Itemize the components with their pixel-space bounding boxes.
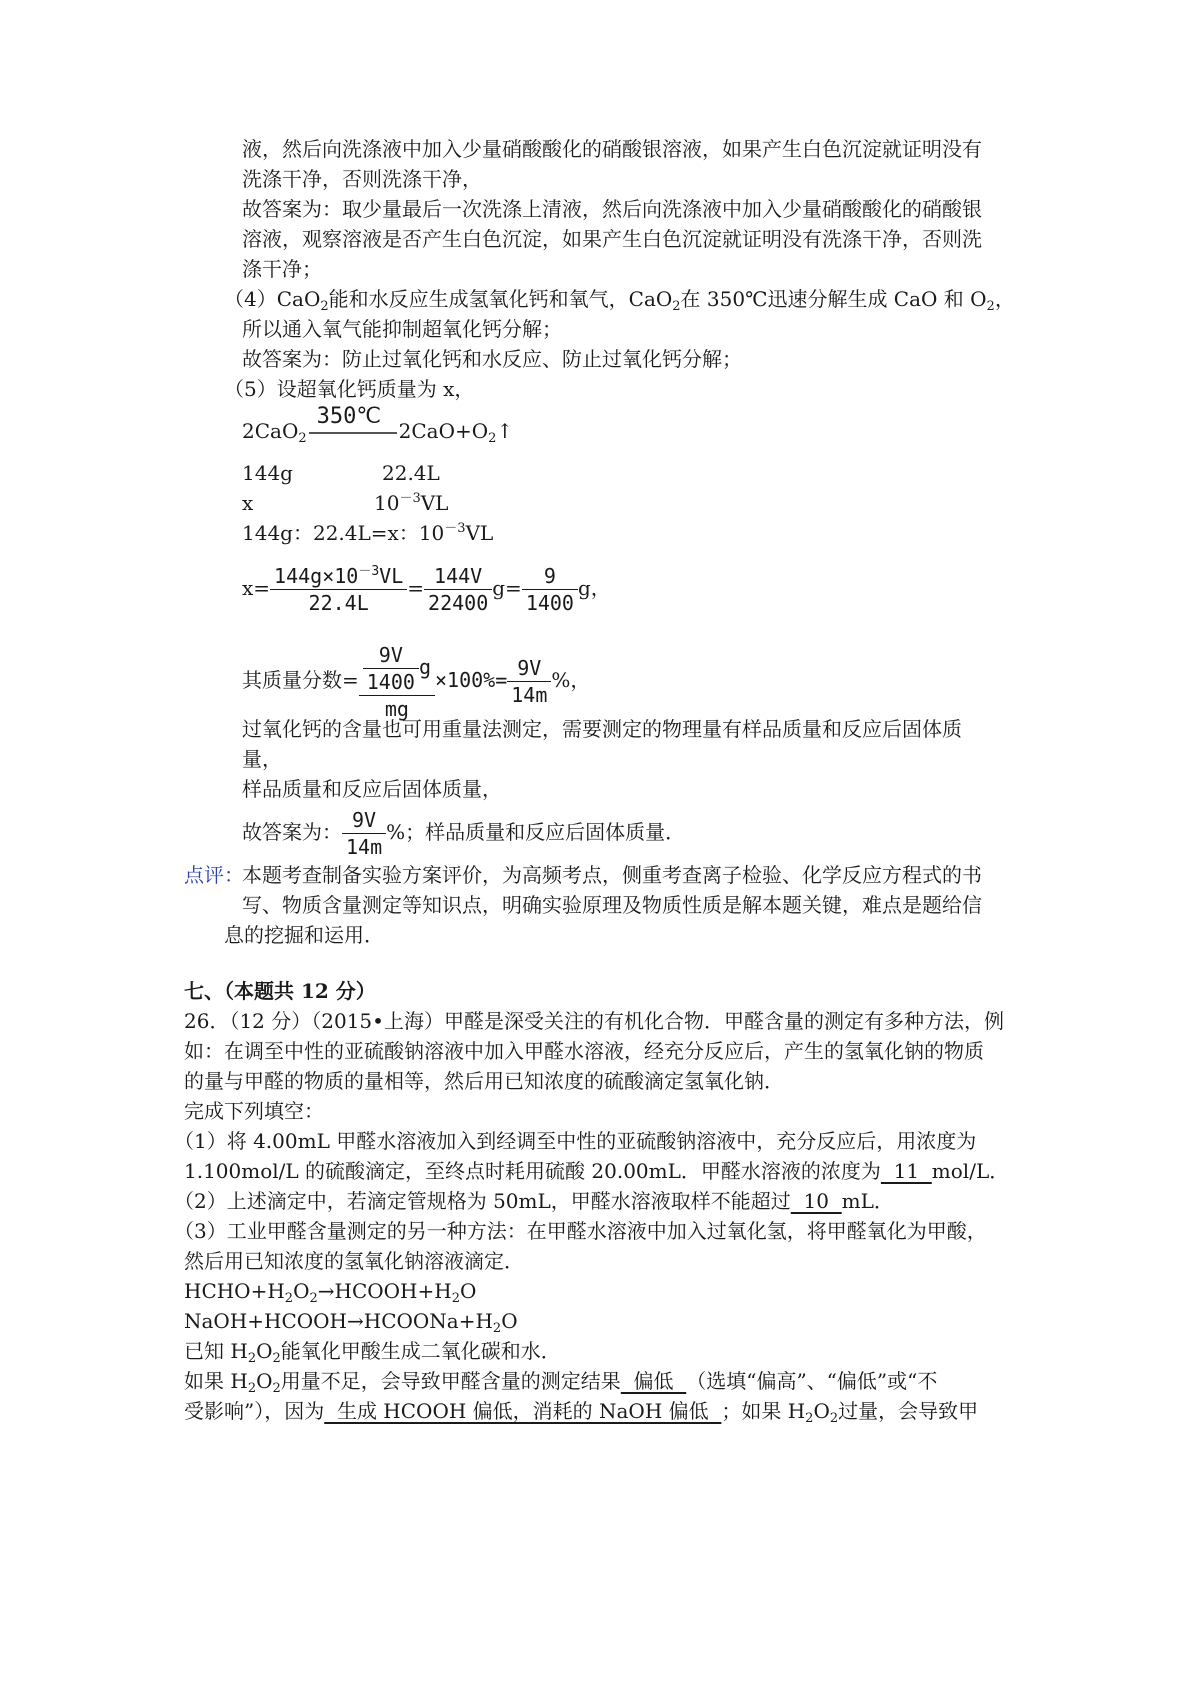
text-line: 故答案为：取少量最后一次洗涤上清液，然后向洗涤液中加入少量硝酸酸化的硝酸银 [242, 197, 982, 221]
answer-blank: 11 [880, 1159, 932, 1183]
mass-fraction: 其质量分数= $\frac{9V}{1400}$ g mg ×100%= $\frac{9V}{14m}$ %， [242, 642, 591, 721]
question-text: 26．（12 分）（2015•上海）甲醛是深受关注的有机化合物．甲醛含量的测定有多种方法，例 [184, 1009, 1004, 1033]
text-line: 过氧化钙的含量也可用重量法测定，需要测定的物理量有样品质量和反应后固体质 [242, 717, 962, 741]
text-line: 液，然后向洗涤液中加入少量硝酸酸化的硝酸银溶液，如果产生白色沉淀就证明没有 [242, 137, 982, 161]
fraction-3: $\frac{9}{1400}$ [522, 563, 578, 616]
text-line: 涤干净； [242, 257, 322, 281]
fraction-5: $\frac{9V}{14m}$ [507, 655, 551, 708]
known-fact: 已知 $H_2O_2$能氧化甲酸生成二氧化碳和水． [184, 1339, 561, 1366]
fraction-2: $\frac{144V}{22400}$ [424, 563, 492, 616]
text-line: 所以通入氧气能抑制超氧化钙分解； [242, 317, 562, 341]
ratio-row-1-value: 22.4L [382, 461, 440, 485]
review-text: 写、物质含量测定等知识点，明确实验原理及物质性质是解本题关键，难点是题给信 [242, 893, 982, 917]
final-answer: 故答案为： $\frac{9V}{14m}$ %；样品质量和反应后固体质量． [242, 808, 686, 859]
part-4-line: （4）CaO$_2$能和水反应生成氢氧化钙和氧气，CaO$_2$在 350℃迅速分解生成 CaO 和 $O_2$， [224, 287, 1015, 314]
question-line: 受影响”），因为 生成 HCOOH 偏低，消耗的 NaOH 偏低 ；如果 $H_2O_2$过量，会导致甲 [184, 1399, 979, 1426]
text-line: 洗涤干净，否则洗涤干净， [242, 167, 482, 191]
text-line: 样品质量和反应后固体质量， [242, 777, 502, 801]
ratio-row-2: x [242, 491, 254, 515]
review-text: 息的挖掘和运用． [224, 923, 384, 947]
answer-blank: 生成 HCOOH 偏低，消耗的 NaOH 偏低 [324, 1399, 722, 1423]
text-line: （5）设超氧化钙质量为 x， [224, 377, 475, 401]
reaction-condition: 350℃ [316, 404, 382, 429]
question-text: 然后用已知浓度的氢氧化钠溶液滴定． [184, 1249, 524, 1273]
question-part-1-cont: 1.100mol/L 的硫酸滴定，至终点时耗用硫酸 20.00mL．甲醛水溶液的浓度为 11 mol/L． [184, 1159, 1010, 1183]
review-text: 本题考查制备实验方案评价，为高频考点，侧重考查离子检验、化学反应方程式的书 [242, 863, 982, 887]
reaction-equation: 2CaO$_2$ 350℃ $2CaO+O_2↑$ [242, 404, 514, 446]
reaction-2: $NaOH+HCOOH\to HCOONa+H_2O$ [184, 1309, 518, 1336]
answer-blank: 偏低 [620, 1369, 687, 1393]
answer-blank: 10 [790, 1189, 842, 1213]
reaction-1: $HCHO+H_2O_2\to HCOOH+H_2O$ [184, 1279, 477, 1306]
question-text: 如：在调至中性的亚硫酸钠溶液中加入甲醛水溶液，经充分反应后，产生的氢氧化钠的物质 [184, 1039, 984, 1063]
x-calculation: x= $\frac{144g\times 10^{-3}VL}{22.4L}$ = $\frac{144V}{22400}$ g= $\frac{9}{1400}$ g， [242, 564, 611, 615]
text-line: 故答案为：防止过氧化钙和水反应、防止过氧化钙分解； [242, 347, 742, 371]
question-part-1: （1）将 4.00mL 甲醛水溶液加入到经调至中性的亚硫酸钠溶液中，充分反应后，用浓度为 [174, 1129, 977, 1153]
proportion-line: 144g：22.4L=x：$10^{-3}VL$ [242, 521, 494, 545]
answer-fraction: $\frac{9V}{14m}$ [342, 807, 386, 860]
question-part-2: （2）上述滴定中，若滴定管规格为 50mL，甲醛水溶液取样不能超过 10 mL． [174, 1189, 894, 1213]
text-line: 量， [242, 747, 282, 771]
fraction-4: $\frac{9V}{1400}$ g mg [359, 642, 435, 722]
question-text: 完成下列填空： [184, 1099, 324, 1123]
question-line: 如果 $H_2O_2$用量不足，会导致甲醛含量的测定结果 偏低 （选填“偏高”、“偏低”或“不 [184, 1369, 938, 1396]
fraction-1: $\frac{144g\times 10^{-3}VL}{22.4L}$ [270, 563, 407, 616]
question-text: 的量与甲醛的物质的量相等，然后用已知浓度的硫酸滴定氢氧化钠． [184, 1069, 784, 1093]
review-label: 点评： [184, 863, 244, 887]
ratio-row-2-value: $10^{-3}VL$ [374, 491, 449, 515]
ratio-row-1: 144g [242, 461, 293, 485]
section-title: 七、（本题共 12 分） [184, 979, 376, 1003]
question-part-3: （3）工业甲醛含量测定的另一种方法：在甲醛水溶液中加入过氧化氢，将甲醛氧化为甲酸， [174, 1219, 987, 1243]
text-line: 溶液，观察溶液是否产生白色沉淀，如果产生白色沉淀就证明没有洗涤干净，否则洗 [242, 227, 982, 251]
